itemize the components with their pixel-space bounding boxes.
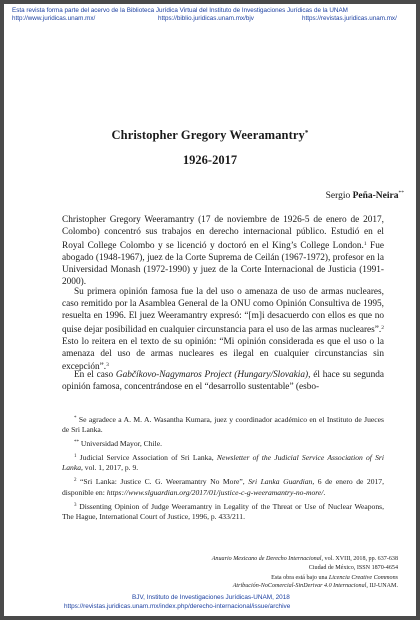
header-link-revistas[interactable]: https://revistas.juridicas.unam.mx/: [302, 15, 397, 22]
journal-citation: [212, 555, 398, 563]
article-title: [4, 128, 416, 143]
footnotes: [62, 414, 384, 525]
footnote-star: [62, 414, 384, 435]
footer-notice: BJV, Instituto de Investigaciones Jurídicas-UNAM, 2018: [132, 594, 290, 601]
footnote-ref-2: 2: [381, 324, 384, 331]
footnote-publication: Newsletter of the Judicial Service Association of Sri Lanka: [62, 453, 384, 473]
document-page: [4, 4, 416, 616]
footnote-text: Universidad Mayor, Chile.: [79, 439, 163, 449]
footnote-text: Judicial Service Association of Sri Lanka,: [76, 453, 217, 463]
journal-name: Anuario Mexicano de Derecho Internacional: [211, 556, 322, 562]
header-link-bjv[interactable]: https://biblio.juridicas.unam.mx/bjv: [158, 15, 254, 22]
case-name: Gabčíkovo-Nagymaros Project (Hungary/Slovakia): [115, 370, 309, 380]
repository-notice: Esta revista forma parte del acervo de la Biblioteca Jurídica Virtual del Instituto de Investigaciones Jurídicas de la UNAM: [12, 7, 348, 14]
footnote-2: [62, 476, 384, 497]
paragraph-1: [62, 215, 384, 288]
paragraph-1-text-b: Fue abogado (1948-1967), juez de la Corte Suprema de Ceilán (1967-1972), profesor en la Universidad Monash (1972-1990) y juez de la Corte Internacional de Justicia (1991-2000).: [62, 240, 384, 287]
footnote-publication: Sri Lanka Guardian: [248, 477, 313, 487]
paragraph-3-text-a: En el caso: [74, 370, 116, 380]
footnote-mark: 3: [74, 502, 77, 508]
license-name: Licencia Creative Commons: [328, 575, 398, 581]
license-line-2: [233, 582, 398, 590]
footnote-text: , 6 de enero de 2017, disponible en:: [62, 477, 384, 497]
license-line-1: [271, 574, 398, 582]
footnote-link[interactable]: https://www.slguardian.org/2017/01/justice-c-g-weeramantry-no-more/: [106, 487, 324, 497]
article-years: 1926-2017: [182, 153, 238, 167]
footnote-text: Dissenting Opinion of Judge Weeramantry in Legality of the Threat or Use of Nuclear Weapons, The Hague, International Court of Justice, 1996, p. 433/211.: [62, 501, 384, 521]
header-link-juridicas[interactable]: http://www.juridicas.unam.mx/: [12, 15, 96, 22]
license-text: Esta obra está bajo una: [271, 575, 329, 581]
paragraph-2-text-a: Su primera opinión famosa fue la del uso o amenaza de uso de armas nucleares, caso remitido por la Asamblea General de la ONU como Opinión Consultiva de 1995, resuelta en 1996. El juez Weeramantry expresó: “[m]i desacuerdo con ellos es que no quise dejar posibilidad en cualquier circunstancia para el uso de las armas nucleares”.: [62, 287, 384, 335]
footnote-text: , vol. 1, 2017, p. 9.: [80, 463, 139, 473]
paragraph-2-text-b: Esto lo reitera en el texto de su opinión: “Mi opinión considerada es que el uso o la amenaza del uso de armas nucleares es ilegal en cualquier circunstancias sin excepción”.: [62, 336, 384, 373]
paragraph-2: [62, 287, 384, 374]
footnote-double-star: [62, 438, 384, 449]
footnote-text: .: [323, 487, 326, 497]
journal-volume: , vol. XVIII, 2018, pp. 637-638: [321, 556, 398, 562]
paragraph-1-text-a: Christopher Gregory Weeramantry (17 de noviembre de 1926-5 de enero de 2017, Colombo) concentró sus trabajos en derecho internacional público. Estudió en el Royal College Colombo y se licenció y doctoró en el King’s College London.: [62, 215, 384, 251]
author-footnote-mark: **: [398, 190, 404, 196]
journal-issn: Ciudad de México, ISSN 1870-4654: [308, 565, 398, 571]
footnote-mark: 2: [74, 478, 77, 484]
license-publisher: , IIJ-UNAM.: [366, 583, 398, 589]
footnote-3: [62, 501, 384, 522]
footer-archive-link[interactable]: https://revistas.juridicas.unam.mx/index.php/derecho-internacional/issue/archive: [64, 603, 291, 610]
paragraph-3: [62, 370, 384, 394]
footnote-ref-3: 3: [106, 362, 109, 369]
title-footnote-mark: *: [304, 129, 309, 137]
author-first-name: Sergio: [325, 191, 353, 201]
footnote-text: Se agradece a A. M. A. Wasantha Kumara, juez y coordinador académico en el Instituto de Jueces de Sri Lanka.: [62, 415, 384, 435]
footnote-mark: **: [74, 440, 79, 446]
footnote-1: [62, 452, 384, 473]
license-type: Atribución-NoComercial-SinDerivar 4.0 Internacional: [232, 583, 367, 589]
paragraph-3-text-b: , él hace su segunda opinión famosa, concentrándose en el “desarrollo sustentable” (esbo-: [62, 370, 384, 392]
author-last-name: Peña-Neira: [352, 191, 399, 201]
footnote-ref-1: 1: [363, 240, 367, 247]
footnote-text: “Sri Lanka: Justice C. G. Weeramantry No More”,: [76, 477, 249, 487]
article-title-text: Christopher Gregory Weeramantry: [111, 128, 305, 142]
author-byline: [326, 190, 404, 201]
footnote-mark: *: [74, 416, 77, 421]
footnote-mark: 1: [74, 454, 77, 460]
